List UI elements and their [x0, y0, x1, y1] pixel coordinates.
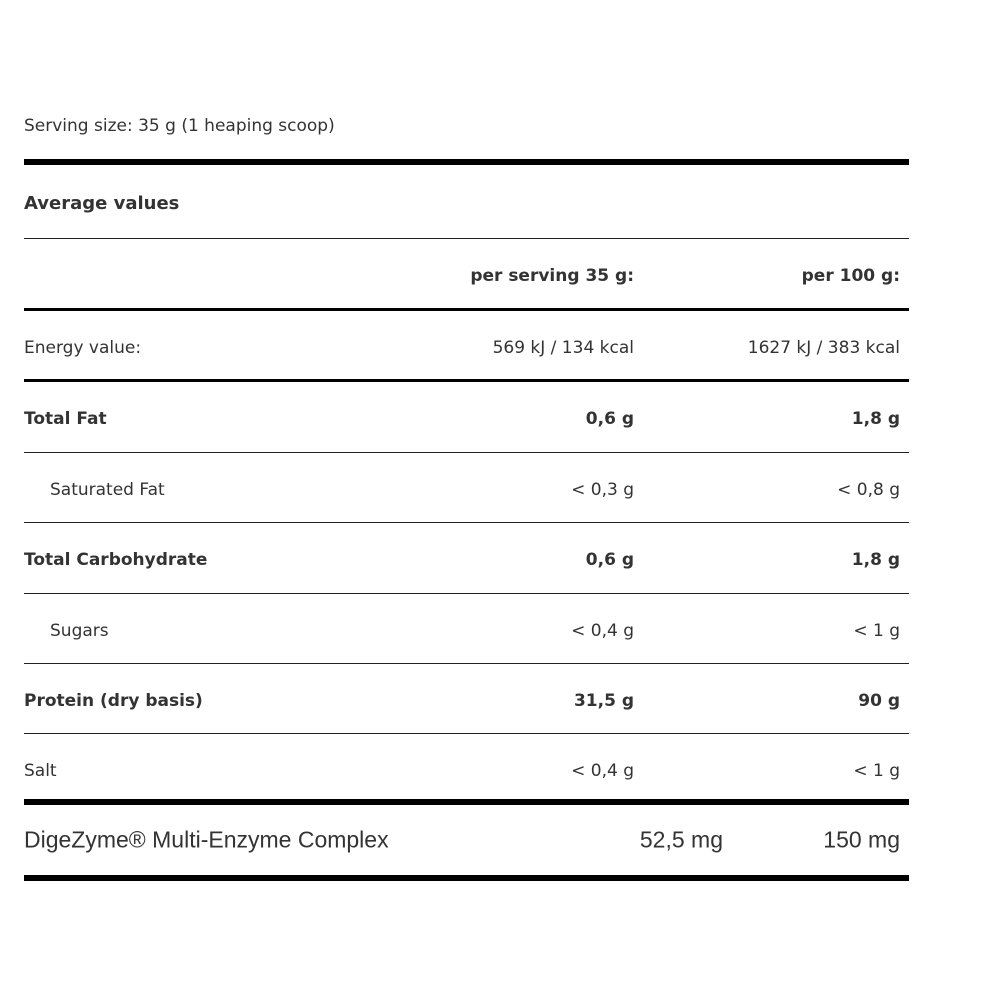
row-label: Total Fat: [24, 409, 107, 429]
row-per-serving: 0,6 g: [585, 409, 634, 429]
divider-medium: [24, 308, 909, 311]
divider: [24, 733, 909, 734]
row-per-100g: 1,8 g: [851, 550, 900, 570]
divider: [24, 238, 909, 239]
divider-medium: [24, 379, 909, 382]
row-per-serving: 52,5 mg: [639, 826, 723, 853]
row-label: DigeZyme® Multi-Enzyme Complex: [24, 826, 389, 853]
row-label: Sugars: [50, 621, 109, 641]
row-per-100g: < 1 g: [853, 761, 900, 781]
row-label: Protein (dry basis): [24, 691, 203, 711]
serving-size: Serving size: 35 g (1 heaping scoop): [24, 116, 335, 136]
row-per-100g: 150 mg: [823, 826, 900, 853]
row-label: Total Carbohydrate: [24, 550, 208, 570]
row-enzyme: [24, 805, 909, 875]
divider: [24, 452, 909, 453]
row-per-serving: < 0,4 g: [571, 761, 634, 781]
row-label: Saturated Fat: [50, 480, 165, 500]
divider: [24, 663, 909, 664]
section-title: Average values: [24, 193, 180, 214]
divider: [24, 593, 909, 594]
row-per-100g: 1627 kJ / 383 kcal: [747, 338, 900, 358]
row-per-100g: 1,8 g: [851, 409, 900, 429]
row-label: Salt: [24, 761, 57, 781]
row-per-100g: < 0,8 g: [837, 480, 900, 500]
row-energy: [24, 313, 909, 383]
row-sugars: [24, 596, 909, 666]
row-per-serving: 569 kJ / 134 kcal: [492, 338, 634, 358]
row-salt: [24, 736, 909, 806]
row-per-serving: < 0,4 g: [571, 621, 634, 641]
row-saturated-fat: [24, 455, 909, 525]
row-per-serving: 31,5 g: [573, 691, 634, 711]
header-row: [24, 241, 909, 311]
header-per-100g: per 100 g:: [801, 266, 900, 286]
row-label: Energy value:: [24, 338, 142, 358]
row-total-carbohydrate: [24, 525, 909, 595]
row-protein: [24, 666, 909, 736]
row-per-serving: 0,6 g: [585, 550, 634, 570]
divider-thick: [24, 159, 909, 165]
row-per-100g: 90 g: [858, 691, 900, 711]
row-per-serving: < 0,3 g: [571, 480, 634, 500]
row-per-100g: < 1 g: [853, 621, 900, 641]
row-total-fat: [24, 384, 909, 454]
divider: [24, 522, 909, 523]
divider-thick: [24, 875, 909, 881]
header-per-serving: per serving 35 g:: [470, 266, 634, 286]
